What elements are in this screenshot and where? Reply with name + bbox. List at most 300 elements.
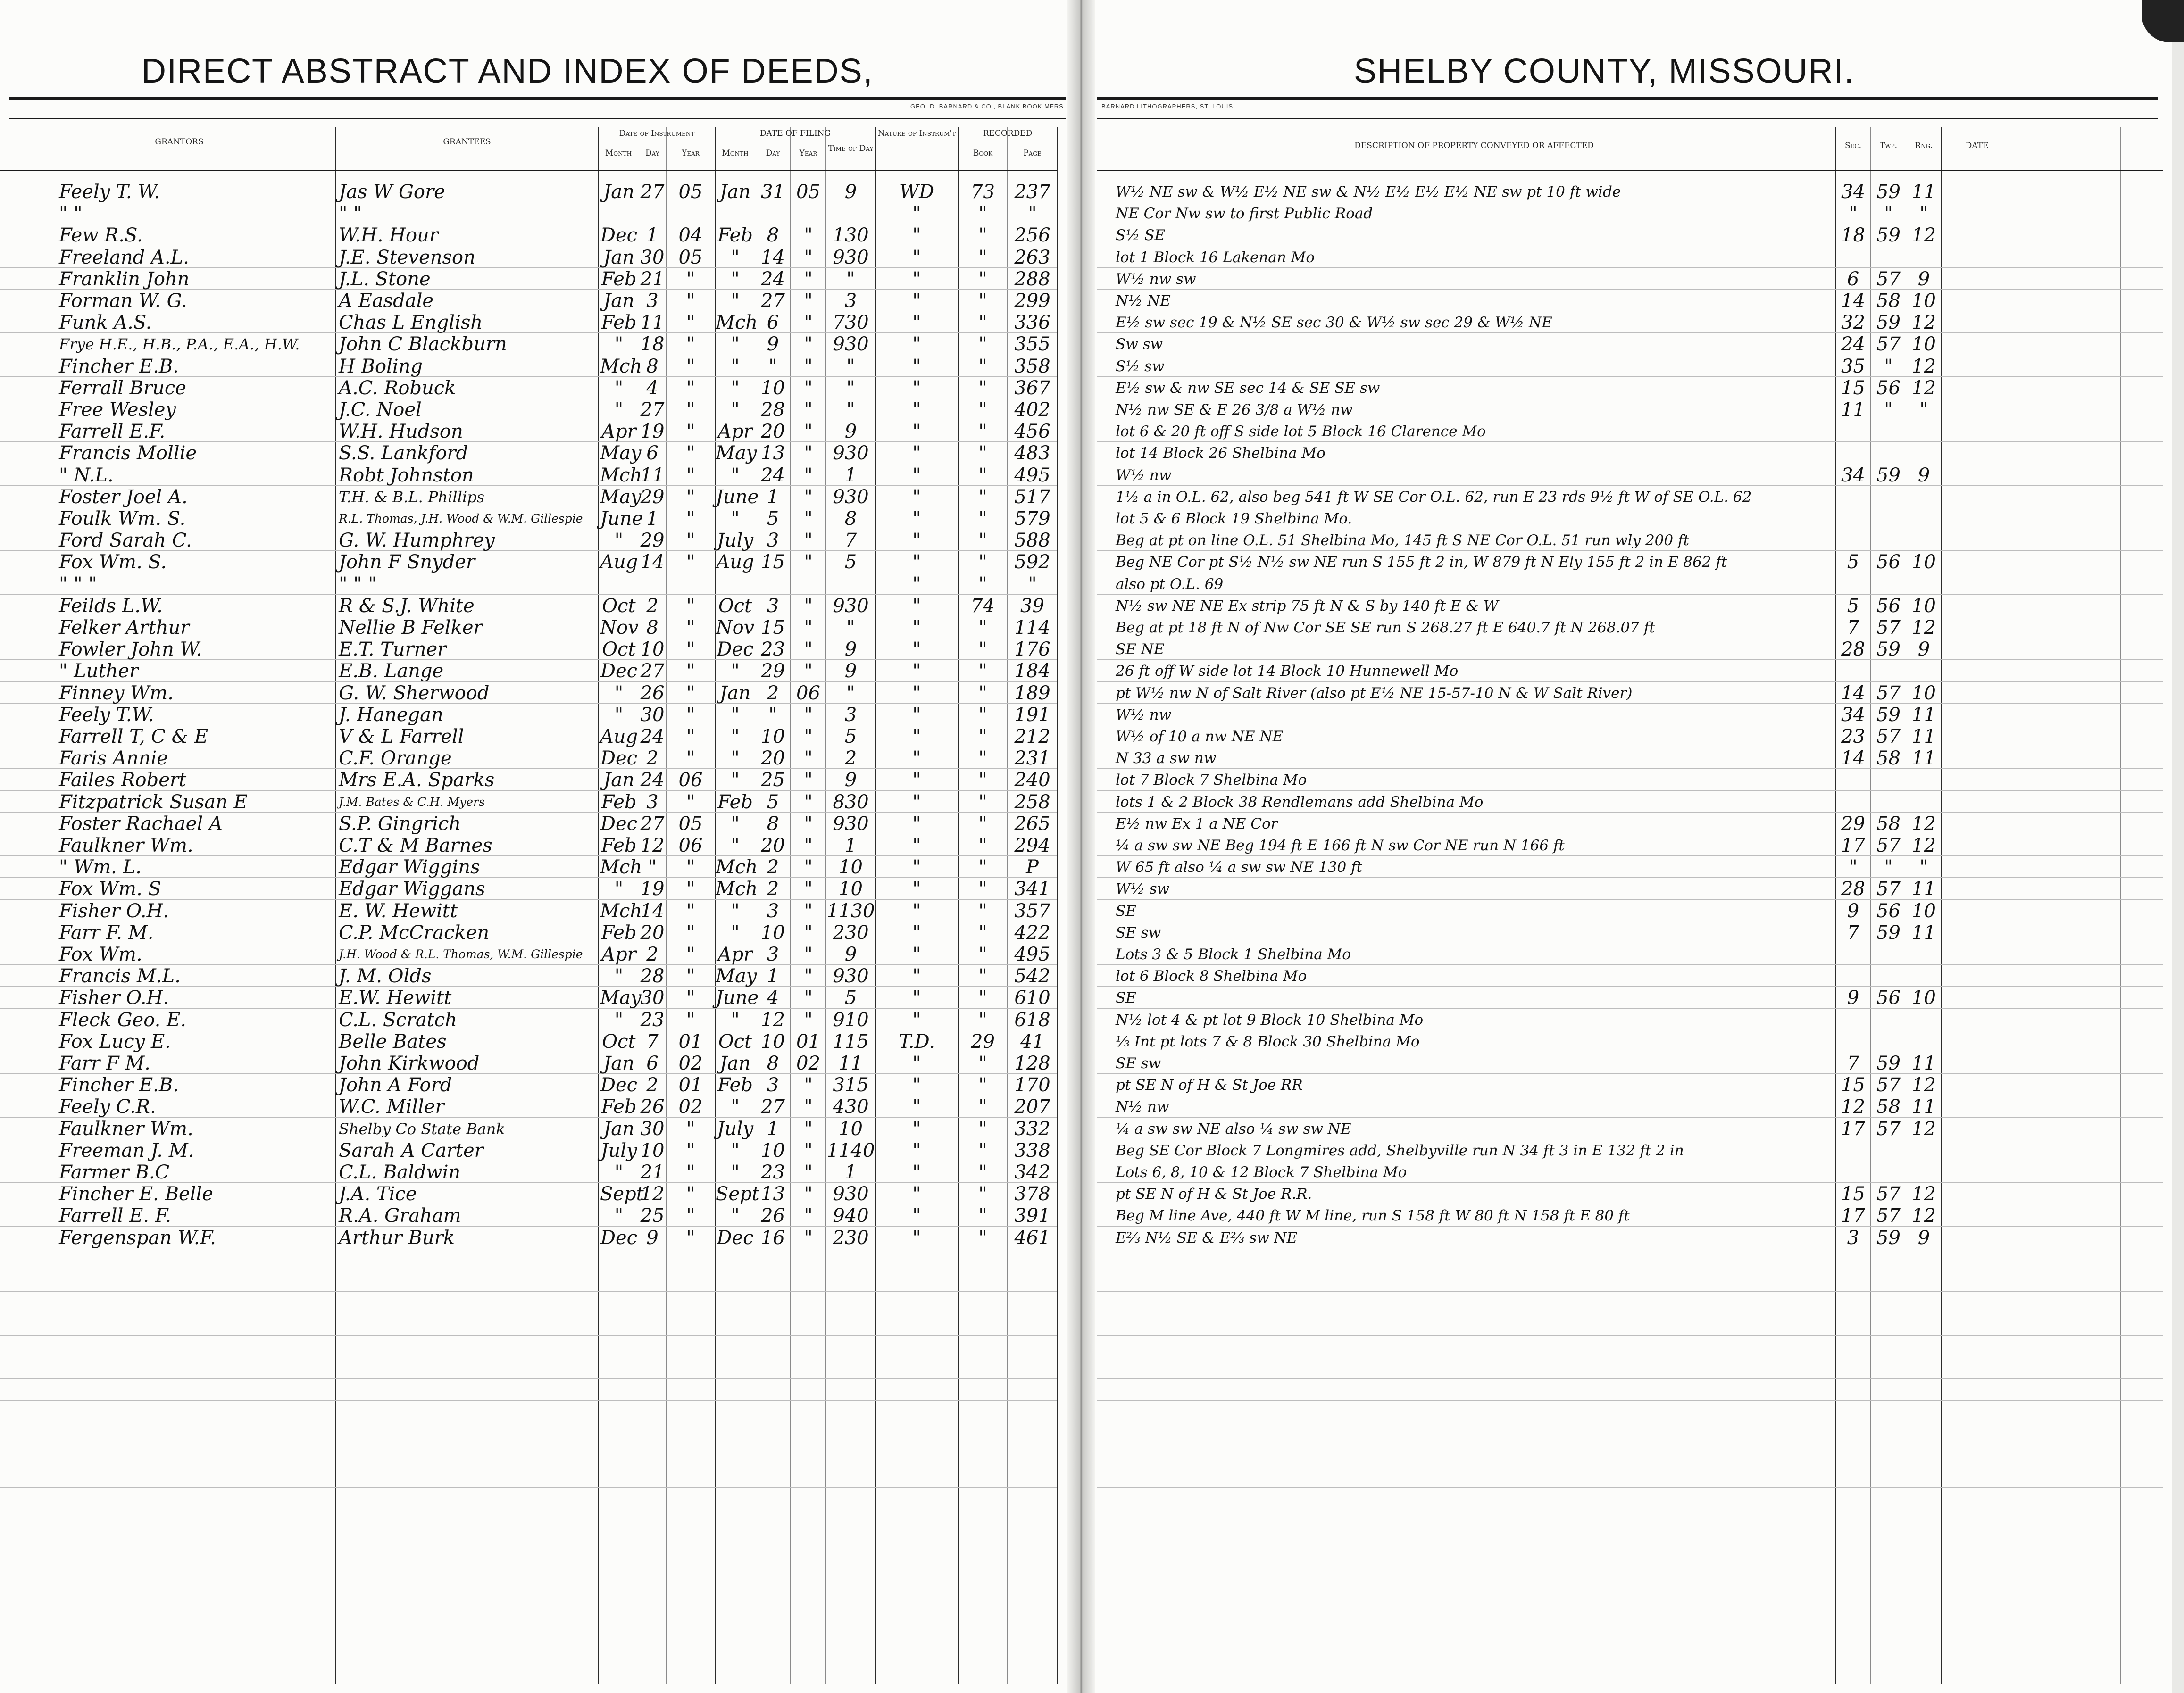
cell-sec: 34 xyxy=(1841,464,1865,486)
cell-fy: " xyxy=(804,921,813,944)
cell-twp: 57 xyxy=(1876,1205,1901,1227)
cell-page: 610 xyxy=(1014,987,1050,1009)
cell-id: 21 xyxy=(640,268,665,290)
cell-book: " xyxy=(978,856,987,879)
cell-rng: 9 xyxy=(1917,1227,1930,1249)
cell-sec: 28 xyxy=(1841,878,1865,900)
cell-sec: 29 xyxy=(1841,813,1865,835)
cell-fm: " xyxy=(731,246,740,268)
cell-ft: 1 xyxy=(844,464,857,486)
header-rule-left xyxy=(9,97,1066,100)
cell-id: 28 xyxy=(640,965,665,988)
cell-fd: 9 xyxy=(767,333,779,356)
table-row xyxy=(1097,1117,2163,1139)
cell-fd: 8 xyxy=(767,224,779,247)
cell-im: Feb xyxy=(601,835,637,856)
table-row xyxy=(0,1008,1057,1030)
cell-im: " xyxy=(614,1205,624,1227)
cell-book: " xyxy=(978,377,987,399)
table-row xyxy=(0,594,1057,616)
table-row xyxy=(1097,899,2163,921)
cell-fy: " xyxy=(804,1227,813,1249)
cell-page: 191 xyxy=(1014,704,1050,726)
cell-fy: " xyxy=(804,878,813,900)
cell-fd: 4 xyxy=(767,987,779,1009)
cell-fm: " xyxy=(731,290,740,312)
cell-page: 128 xyxy=(1014,1053,1050,1074)
cell-fm: " xyxy=(731,660,740,682)
table-row xyxy=(1097,550,2163,572)
cell-nat: " xyxy=(912,508,921,530)
col-inst-month: Month xyxy=(605,149,632,158)
table-row xyxy=(0,855,1057,877)
table-row xyxy=(0,529,1057,550)
cell-ft: 830 xyxy=(833,791,869,813)
cell-ft: 3 xyxy=(844,704,857,726)
cell-book: " xyxy=(978,921,987,944)
table-row xyxy=(0,834,1057,855)
cell-im: Dec xyxy=(600,813,638,835)
cell-grantor: Franklin John xyxy=(59,268,190,290)
cell-im: Mch xyxy=(600,856,642,879)
cell-iy: 04 xyxy=(678,224,703,247)
cell-im: " xyxy=(614,704,624,726)
table-row xyxy=(0,180,1057,202)
cell-sec: 24 xyxy=(1841,333,1865,356)
cell-iy: " xyxy=(686,747,695,770)
ruled-line xyxy=(1097,1335,2163,1336)
table-row xyxy=(1097,355,2163,376)
cell-fd: 23 xyxy=(761,1162,785,1183)
cell-fm: Oct xyxy=(718,1030,752,1053)
cell-desc: SE NE xyxy=(1116,641,1165,658)
cell-fy: " xyxy=(804,530,813,552)
cell-twp: " xyxy=(1884,203,1893,225)
cell-page: 263 xyxy=(1014,246,1050,268)
cell-rng: 9 xyxy=(1917,268,1930,290)
table-row xyxy=(0,420,1057,441)
cell-iy: " xyxy=(686,1009,695,1031)
cell-fy: " xyxy=(804,791,813,813)
cell-nat: " xyxy=(912,682,921,704)
cell-desc: W½ of 10 a nw NE NE xyxy=(1116,728,1284,745)
cell-desc: ¼ a sw sw NE also ¼ sw sw NE xyxy=(1116,1120,1351,1137)
cell-grantee: T.H. & B.L. Phillips xyxy=(339,488,484,506)
table-row xyxy=(1097,616,2163,638)
cell-grantor: " " " xyxy=(59,573,97,595)
cell-sec: 7 xyxy=(1847,1053,1859,1074)
cell-twp: 57 xyxy=(1876,1074,1901,1096)
cell-page: 288 xyxy=(1014,268,1050,290)
cell-desc: pt SE N of H & St Joe R.R. xyxy=(1116,1186,1312,1203)
cell-fd: 10 xyxy=(761,1139,785,1162)
cell-book: " xyxy=(978,1205,987,1227)
cell-im: Oct xyxy=(602,595,636,617)
cell-nat: " xyxy=(912,1183,921,1205)
table-row xyxy=(0,573,1057,594)
cell-book: " xyxy=(978,290,987,312)
cell-ft: 430 xyxy=(833,1096,869,1118)
cell-grantor: Fitzpatrick Susan E xyxy=(59,791,248,813)
left-grid xyxy=(0,127,1067,1684)
cell-nat: " xyxy=(912,878,921,900)
cell-rng: 9 xyxy=(1917,639,1930,661)
cell-grantor: Fisher O.H. xyxy=(59,900,169,922)
cell-nat: " xyxy=(912,464,921,486)
cell-page: 299 xyxy=(1014,290,1050,312)
cell-fd: 8 xyxy=(767,813,779,835)
cell-im: " xyxy=(614,682,624,704)
cell-book: " xyxy=(978,573,987,595)
cell-fy: " xyxy=(804,595,813,617)
cell-grantee: A Easdale xyxy=(339,290,434,312)
ruled-line xyxy=(0,1400,1057,1401)
cell-fm: Nov xyxy=(716,617,755,639)
table-row xyxy=(0,289,1057,311)
cell-fm: " xyxy=(731,355,740,377)
col-inst-day: Day xyxy=(645,149,659,158)
cell-fd: 3 xyxy=(767,944,779,965)
table-row xyxy=(0,1052,1057,1073)
cell-iy: " xyxy=(686,333,695,356)
cell-im: Feb xyxy=(601,312,637,334)
cell-grantor: " " xyxy=(59,203,83,225)
cell-page: 422 xyxy=(1014,921,1050,944)
cell-grantee: John Kirkwood xyxy=(339,1053,480,1074)
cell-grantee: " " xyxy=(339,203,362,225)
cell-desc: ⅓ Int pt lots 7 & 8 Block 30 Shelbina Mo xyxy=(1116,1033,1420,1050)
cell-fy: 02 xyxy=(796,1053,820,1074)
cell-im: Jan xyxy=(603,1053,634,1074)
book-gutter xyxy=(1067,0,1095,1693)
cell-sec: 14 xyxy=(1841,747,1865,770)
cell-im: Aug xyxy=(600,726,638,747)
cell-sec: " xyxy=(1849,203,1858,225)
cell-grantor: Fox Wm. S xyxy=(59,878,161,900)
cell-grantee: W.H. Hudson xyxy=(339,421,463,443)
cell-grantor: Faulkner Wm. xyxy=(59,1118,193,1140)
cell-ft: 9 xyxy=(844,421,857,443)
cell-iy: " xyxy=(686,900,695,922)
cell-id: 2 xyxy=(646,1074,659,1096)
cell-book: " xyxy=(978,464,987,486)
cell-book: " xyxy=(978,246,987,268)
cell-sec: 3 xyxy=(1847,1227,1859,1249)
cell-fd: 27 xyxy=(761,1096,785,1118)
table-row xyxy=(1097,1052,2163,1073)
table-row xyxy=(1097,1073,2163,1095)
cell-grantor: Fergenspan W.F. xyxy=(59,1227,216,1249)
table-row xyxy=(1097,768,2163,790)
cell-nat: " xyxy=(912,1162,921,1183)
cell-desc: also pt O.L. 69 xyxy=(1116,575,1224,593)
cell-im: Apr xyxy=(601,421,636,443)
cell-rng: 12 xyxy=(1912,377,1936,399)
col-date: DATE xyxy=(1965,141,1989,150)
cell-id: 27 xyxy=(640,181,665,203)
cell-page: P xyxy=(1026,856,1039,879)
table-row xyxy=(0,747,1057,768)
cell-fm: Feb xyxy=(717,791,753,813)
cell-rng: 9 xyxy=(1917,464,1930,486)
table-row xyxy=(1097,1095,2163,1117)
cell-iy: " xyxy=(686,312,695,334)
cell-id: 29 xyxy=(640,530,665,552)
cell-nat: " xyxy=(912,399,921,421)
cell-page: 265 xyxy=(1014,813,1050,835)
table-row xyxy=(1097,376,2163,398)
cell-id: 27 xyxy=(640,399,665,421)
cell-grantor: Funk A.S. xyxy=(59,312,152,334)
cell-twp: " xyxy=(1884,399,1893,421)
cell-twp: 57 xyxy=(1876,878,1901,900)
cell-iy: " xyxy=(686,421,695,443)
cell-nat: " xyxy=(912,1009,921,1031)
cell-fy: " xyxy=(804,268,813,290)
table-row xyxy=(1097,681,2163,703)
cell-desc: N 33 a sw nw xyxy=(1116,750,1217,767)
col-grantors: GRANTORS xyxy=(155,137,204,147)
cell-page: 336 xyxy=(1014,312,1050,334)
cell-id: 25 xyxy=(640,1205,665,1227)
cell-im: " xyxy=(614,1009,624,1031)
cell-grantee: H Boling xyxy=(339,355,423,377)
cell-grantee: Edgar Wiggins xyxy=(339,856,480,879)
table-row xyxy=(1097,855,2163,877)
table-row xyxy=(0,703,1057,725)
table-row xyxy=(0,376,1057,398)
cell-grantee: E.W. Hewitt xyxy=(339,987,452,1009)
cell-grantee: Arthur Burk xyxy=(339,1227,455,1249)
cell-fm: " xyxy=(731,900,740,922)
cell-desc: lot 7 Block 7 Shelbina Mo xyxy=(1116,772,1307,789)
cell-grantee: R.L. Thomas, J.H. Wood & W.M. Gillespie xyxy=(339,512,583,525)
cell-id: 4 xyxy=(646,377,659,399)
table-row xyxy=(1097,812,2163,834)
table-row xyxy=(1097,246,2163,267)
cell-ft: " xyxy=(846,617,855,639)
cell-fd: 27 xyxy=(761,290,785,312)
cell-nat: " xyxy=(912,704,921,726)
cell-fd: 6 xyxy=(767,312,779,334)
cell-desc: lot 6 Block 8 Shelbina Mo xyxy=(1116,968,1307,985)
table-row xyxy=(0,1030,1057,1052)
cell-fm: May xyxy=(716,965,757,988)
cell-book: " xyxy=(978,268,987,290)
cell-fy: " xyxy=(804,399,813,421)
col-nature: Nature of Instrum't xyxy=(877,129,956,138)
cell-fd: 10 xyxy=(761,921,785,944)
cell-im: Dec xyxy=(600,1227,638,1249)
cell-fd: " xyxy=(768,704,777,726)
cell-iy: " xyxy=(686,639,695,661)
cell-ft: 10 xyxy=(839,856,863,879)
cell-desc: Lots 3 & 5 Block 1 Shelbina Mo xyxy=(1116,946,1351,963)
cell-fd: 1 xyxy=(767,965,779,988)
cell-grantor: Farrell E.F. xyxy=(59,421,166,443)
cell-fm: June xyxy=(716,486,759,508)
cell-grantor: Ford Sarah C. xyxy=(59,530,192,552)
cell-im: " xyxy=(614,530,624,552)
cell-grantor: Failes Robert xyxy=(59,769,187,791)
cell-book: " xyxy=(978,486,987,508)
cell-sec: 32 xyxy=(1841,312,1865,334)
cell-grantee: J.L. Stone xyxy=(339,268,431,290)
cell-ft: 9 xyxy=(844,944,857,965)
cell-fm: Mch xyxy=(716,312,758,334)
cell-ft: 2 xyxy=(844,747,857,770)
cell-iy: " xyxy=(686,268,695,290)
cell-im: " xyxy=(614,878,624,900)
cell-fd: 23 xyxy=(761,639,785,661)
table-row xyxy=(1097,877,2163,899)
cell-desc: N½ nw xyxy=(1116,1098,1169,1116)
cell-grantor: Francis Mollie xyxy=(59,442,197,465)
cell-twp: 58 xyxy=(1876,290,1901,312)
cell-fy: " xyxy=(804,1009,813,1031)
cell-book: 74 xyxy=(971,595,995,617)
cell-book: " xyxy=(978,835,987,856)
cell-iy: " xyxy=(686,290,695,312)
cell-twp: 59 xyxy=(1876,312,1901,334)
cell-iy: 05 xyxy=(678,813,703,835)
col-filing-month: Month xyxy=(722,149,749,158)
cell-fd: 5 xyxy=(767,791,779,813)
cell-grantee: R.A. Graham xyxy=(339,1205,461,1227)
cell-fd: 15 xyxy=(761,551,785,573)
cell-im: Feb xyxy=(601,921,637,944)
cell-fy: " xyxy=(804,965,813,988)
cell-sec: 15 xyxy=(1841,377,1865,399)
cell-ft: 9 xyxy=(844,181,857,203)
cell-nat: " xyxy=(912,312,921,334)
cell-grantee: J. Hanegan xyxy=(339,704,443,726)
cell-desc: pt SE N of H & St Joe RR xyxy=(1116,1077,1303,1094)
table-row xyxy=(0,1161,1057,1182)
cell-ft: " xyxy=(846,377,855,399)
cell-twp: 56 xyxy=(1876,551,1901,573)
cell-grantee: J.A. Tice xyxy=(339,1183,417,1205)
cell-iy: " xyxy=(686,1139,695,1162)
cell-im: " xyxy=(614,965,624,988)
cell-desc: 1½ a in O.L. 62, also beg 541 ft W SE Cor O.L. 62, run E 23 rds 9½ ft W of SE O.L. 62 xyxy=(1116,488,1752,506)
cell-iy: 02 xyxy=(678,1053,703,1074)
cell-fd: 2 xyxy=(767,682,779,704)
cell-book: " xyxy=(978,312,987,334)
table-row xyxy=(1097,420,2163,441)
table-row xyxy=(1097,964,2163,986)
cell-twp: " xyxy=(1884,355,1893,377)
cell-twp: 57 xyxy=(1876,1183,1901,1205)
cell-grantor: " Luther xyxy=(59,660,139,682)
cell-rng: 11 xyxy=(1912,1053,1936,1074)
right-page-title: SHELBY COUNTY, MISSOURI. xyxy=(1354,52,1855,90)
cell-grantor: Fincher E.B. xyxy=(59,1074,179,1096)
cell-iy: " xyxy=(686,1118,695,1140)
cell-ft: 115 xyxy=(833,1030,869,1053)
cell-fm: " xyxy=(731,726,740,747)
table-row xyxy=(0,964,1057,986)
cell-rng: 12 xyxy=(1912,355,1936,377)
cell-book: " xyxy=(978,551,987,573)
cell-book: " xyxy=(978,944,987,965)
cell-grantee: W.H. Hour xyxy=(339,224,438,247)
cell-nat: " xyxy=(912,421,921,443)
table-row xyxy=(0,638,1057,659)
cell-ft: 5 xyxy=(844,726,857,747)
cell-page: 341 xyxy=(1014,878,1050,900)
cell-iy: " xyxy=(686,530,695,552)
cell-sec: 34 xyxy=(1841,181,1865,203)
cell-nat: " xyxy=(912,1227,921,1249)
table-row xyxy=(0,355,1057,376)
cell-sec: 5 xyxy=(1847,595,1859,617)
table-row xyxy=(0,616,1057,638)
cell-im: May xyxy=(600,987,642,1009)
cell-page: " xyxy=(1028,203,1037,225)
cell-fd: 3 xyxy=(767,900,779,922)
cell-sec: 6 xyxy=(1847,268,1859,290)
cell-grantee: Chas L English xyxy=(339,312,483,334)
cell-book: " xyxy=(978,1139,987,1162)
table-row xyxy=(1097,594,2163,616)
table-row xyxy=(1097,725,2163,747)
cell-nat: " xyxy=(912,1053,921,1074)
cell-ft: " xyxy=(846,399,855,421)
cell-grantor: Fincher E. Belle xyxy=(59,1183,213,1205)
cell-twp: 56 xyxy=(1876,377,1901,399)
cell-fy: " xyxy=(804,856,813,879)
cell-id: 14 xyxy=(640,900,665,922)
cell-book: " xyxy=(978,965,987,988)
cell-fd: 24 xyxy=(761,464,785,486)
cell-sec: " xyxy=(1849,856,1858,879)
cell-iy: " xyxy=(686,355,695,377)
table-row xyxy=(0,1073,1057,1095)
table-row xyxy=(1097,1226,2163,1248)
cell-fm: Dec xyxy=(717,639,754,661)
table-row xyxy=(1097,834,2163,855)
cell-id: 24 xyxy=(640,726,665,747)
cell-fm: Apr xyxy=(717,421,753,443)
cell-grantee: C.T & M Barnes xyxy=(339,835,492,856)
cell-page: 170 xyxy=(1014,1074,1050,1096)
cell-fy: " xyxy=(804,813,813,835)
table-row xyxy=(1097,986,2163,1008)
cell-fd: 28 xyxy=(761,399,785,421)
cell-iy: " xyxy=(686,791,695,813)
cell-sec: 9 xyxy=(1847,987,1859,1009)
cell-page: 483 xyxy=(1014,442,1050,465)
cell-im: July xyxy=(600,1139,637,1162)
cell-im: Sept xyxy=(600,1183,644,1205)
table-row xyxy=(0,224,1057,245)
cell-grantor: Foulk Wm. S. xyxy=(59,508,186,530)
cell-twp: 59 xyxy=(1876,639,1901,661)
cell-fd: 16 xyxy=(761,1227,785,1249)
table-row xyxy=(1097,1161,2163,1182)
cell-ft: 930 xyxy=(833,486,869,508)
cell-grantee: E.T. Turner xyxy=(339,639,447,661)
cell-fm: Dec xyxy=(717,1227,754,1249)
cell-page: 592 xyxy=(1014,551,1050,573)
cell-id: 11 xyxy=(640,312,665,334)
cell-im: June xyxy=(600,508,643,530)
cell-fm: " xyxy=(731,813,740,835)
cell-grantee: Sarah A Carter xyxy=(339,1139,483,1162)
cell-rng: 11 xyxy=(1912,704,1936,726)
table-row xyxy=(0,485,1057,507)
